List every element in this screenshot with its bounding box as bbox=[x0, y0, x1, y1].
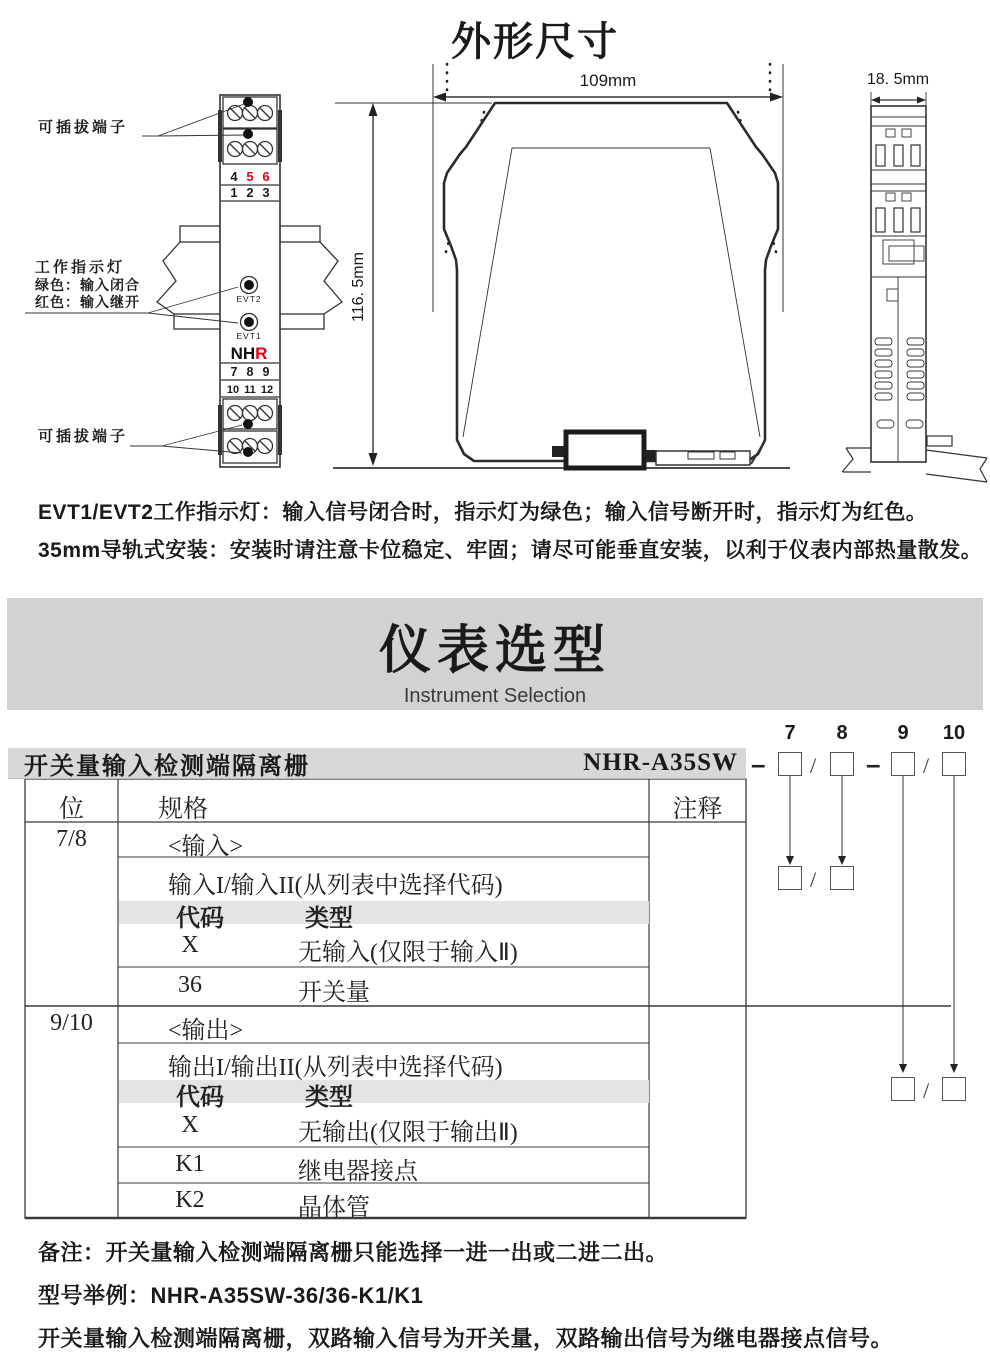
terminal-9: 9 bbox=[262, 365, 270, 379]
mounting-description: 35mm导轨式安装：安装时请注意卡位稳定、牢固；请尽可能垂直安装，以利于仪表内部热量散发。 bbox=[38, 539, 983, 562]
label-pluggable-bottom: 可插拔端子 bbox=[38, 428, 129, 445]
module-profile bbox=[444, 103, 778, 461]
banner-subtitle: Instrument Selection bbox=[403, 685, 587, 707]
section-banner bbox=[7, 598, 983, 710]
terminal-3: 3 bbox=[262, 185, 270, 200]
terminal-1: 1 bbox=[230, 185, 238, 200]
code-header-code-output: 代码 bbox=[176, 1085, 224, 1111]
label-pluggable-top: 可插拔端子 bbox=[38, 119, 129, 136]
code-x-input: X bbox=[181, 932, 199, 958]
page-title: 外形尺寸 bbox=[451, 20, 619, 64]
type-k2: 晶体管 bbox=[298, 1195, 370, 1221]
note-example: 型号举例：NHR-A35SW-36/36-K1/K1 bbox=[38, 1283, 424, 1308]
code-box-9 bbox=[891, 752, 915, 776]
note-remark: 备注：开关量输入检测端隔离栅只能选择一进一出或二进二出。 bbox=[38, 1240, 669, 1265]
header-spec: 规格 bbox=[158, 796, 209, 823]
terminal-2: 2 bbox=[246, 185, 254, 200]
module-body-profile bbox=[871, 106, 926, 462]
pointer-dot bbox=[243, 419, 253, 429]
dimension-drawings bbox=[0, 0, 990, 492]
code-box-10 bbox=[942, 752, 966, 776]
pointer-dot bbox=[243, 447, 253, 457]
label-indicator-1: 工作指示灯 bbox=[35, 259, 126, 276]
code-slash-2: / bbox=[923, 753, 930, 778]
banner-title: 仪表选型 bbox=[378, 622, 611, 680]
input-code-box-2 bbox=[830, 866, 854, 890]
evt1-led bbox=[244, 317, 254, 327]
terminal-11: 11 bbox=[244, 384, 256, 396]
output-pair-slash: / bbox=[923, 1078, 930, 1103]
evt1-label: EVT1 bbox=[236, 331, 262, 341]
height-dimension: 116. 5mm bbox=[350, 252, 367, 322]
code-k1: K1 bbox=[175, 1151, 205, 1177]
depth-dimension: 18. 5mm bbox=[866, 71, 930, 88]
pointer-dot bbox=[243, 97, 253, 107]
label-indicator-2: 绿色：输入闭合 bbox=[35, 277, 140, 293]
terminal-5: 5 bbox=[246, 169, 254, 184]
side-view-drawing bbox=[333, 64, 790, 468]
input-pair-slash: / bbox=[810, 867, 817, 892]
code-box-8 bbox=[830, 752, 854, 776]
evt-description: EVT1/EVT2工作指示灯：输入信号闭合时，指示灯为绿色；输入信号断开时，指示灯为红色。 bbox=[38, 501, 928, 524]
terminal-7: 7 bbox=[230, 365, 238, 379]
header-note: 注释 bbox=[672, 796, 723, 823]
code-k2: K2 bbox=[175, 1187, 205, 1213]
nhr-logo: NHR bbox=[230, 344, 268, 363]
code-arrows bbox=[790, 776, 954, 1064]
type-36: 开关量 bbox=[298, 980, 370, 1006]
input-code-box-1 bbox=[778, 866, 802, 890]
pos-9-10: 9/10 bbox=[50, 1010, 93, 1036]
pointer-dot bbox=[243, 129, 253, 139]
bottom-terminal-blocks bbox=[218, 399, 282, 463]
digit-label-10: 10 bbox=[942, 722, 966, 744]
code-box-7 bbox=[778, 752, 802, 776]
output-code-box-2 bbox=[942, 1077, 966, 1101]
group-output: <输出> bbox=[168, 1018, 244, 1044]
selection-strip bbox=[8, 748, 746, 779]
code-header-type-output: 类型 bbox=[305, 1085, 353, 1111]
code-x-output: X bbox=[181, 1112, 199, 1138]
header-pos: 位 bbox=[58, 796, 84, 823]
model-dash-2: – bbox=[866, 749, 881, 779]
code-header-type-input: 类型 bbox=[305, 906, 353, 932]
evt2-led bbox=[244, 280, 254, 290]
model-dash-1: – bbox=[751, 749, 766, 779]
code-header-code-input: 代码 bbox=[176, 906, 224, 932]
pos-7-8: 7/8 bbox=[56, 826, 87, 852]
model-number: NHR-A35SW bbox=[583, 749, 738, 776]
type-x-output: 无输出(仅限于输出Ⅱ) bbox=[298, 1120, 518, 1146]
terminal-8: 8 bbox=[246, 365, 254, 379]
terminal-10: 10 bbox=[226, 384, 240, 396]
terminal-6: 6 bbox=[262, 169, 270, 184]
terminal-12: 12 bbox=[260, 384, 274, 396]
profile-view-drawing bbox=[842, 71, 987, 482]
front-view-drawing bbox=[25, 95, 342, 467]
type-x-input: 无输入(仅限于输入Ⅱ) bbox=[298, 940, 518, 966]
desc-output: 输出I/输出II(从列表中选择代码) bbox=[168, 1055, 503, 1081]
note-detail: 开关量输入检测端隔离栅，双路输入信号为开关量，双路输出信号为继电器接点信号。 bbox=[38, 1326, 894, 1351]
type-k1: 继电器接点 bbox=[298, 1159, 418, 1185]
width-dimension: 109mm bbox=[579, 71, 637, 90]
top-terminal-blocks bbox=[218, 97, 282, 164]
digit-label-7: 7 bbox=[784, 722, 796, 744]
digit-label-8: 8 bbox=[836, 722, 848, 744]
label-indicator-3: 红色：输入继开 bbox=[35, 294, 140, 310]
digit-label-9: 9 bbox=[897, 722, 909, 744]
desc-input: 输入I/输入II(从列表中选择代码) bbox=[168, 873, 503, 899]
code-slash-1: / bbox=[810, 753, 817, 778]
output-code-box-1 bbox=[891, 1077, 915, 1101]
evt2-label: EVT2 bbox=[236, 294, 262, 304]
code-36: 36 bbox=[178, 972, 202, 998]
group-input: <输入> bbox=[168, 834, 244, 860]
selection-title: 开关量输入检测端隔离栅 bbox=[24, 753, 310, 780]
terminal-4: 4 bbox=[230, 169, 238, 184]
